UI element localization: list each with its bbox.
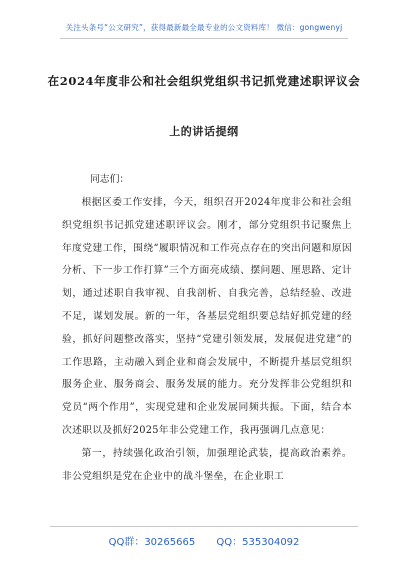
header-divider xyxy=(60,38,348,39)
footer-divider xyxy=(50,526,358,527)
body-text xyxy=(62,192,352,488)
document-subtitle: 上的讲话提纲 xyxy=(169,125,239,138)
header-note: 关注头条号“公文研究”，获得最新最全最专业的公文资料库！ 微信：gongwenyj xyxy=(65,23,343,32)
paragraph: 根据区委工作安排，今天，组织召开2024年度非公和社会组织党组织书记抓党建述职评议会。刚才，部分党组织书记聚焦上年度党建工作，围绕“履职情况和工作亮点存在的突出问题和原因分析、下一步工作打算”三个方面亮成绩、摆问题、厘思路、定计划，通过述职自我审视、自我剖析、自我完善，总结经验、改进不足，谋划发展。新的一年，各基层党组织要总结好抓党建的经验，抓好问题整改落实，坚持“党建引领发展，发展促进党建”的工作思路，主动融入到企业和商会发展中，不断提升基层党组织服务企业、服务商会、服务发展的能力。充分发挥非公党组织和党员“两个作用”，实现党建和企业发展同频共振。下面，结合本次述职以及抓好2025年非公党建工作，我再强调几点意见： xyxy=(62,197,352,436)
document-title: 在2024年度非公和社会组织党组织书记抓党建述职评议会 xyxy=(47,74,361,88)
footer-contact: QQ群：30265665 QQ：535304092 xyxy=(108,537,300,548)
salutation: 同志们： xyxy=(90,174,130,185)
paragraph: 第一，持续强化政治引领，加强理论武装，提高政治素养。非公党组织是党在企业中的战斗堡垒，在企业职工 xyxy=(62,447,352,482)
